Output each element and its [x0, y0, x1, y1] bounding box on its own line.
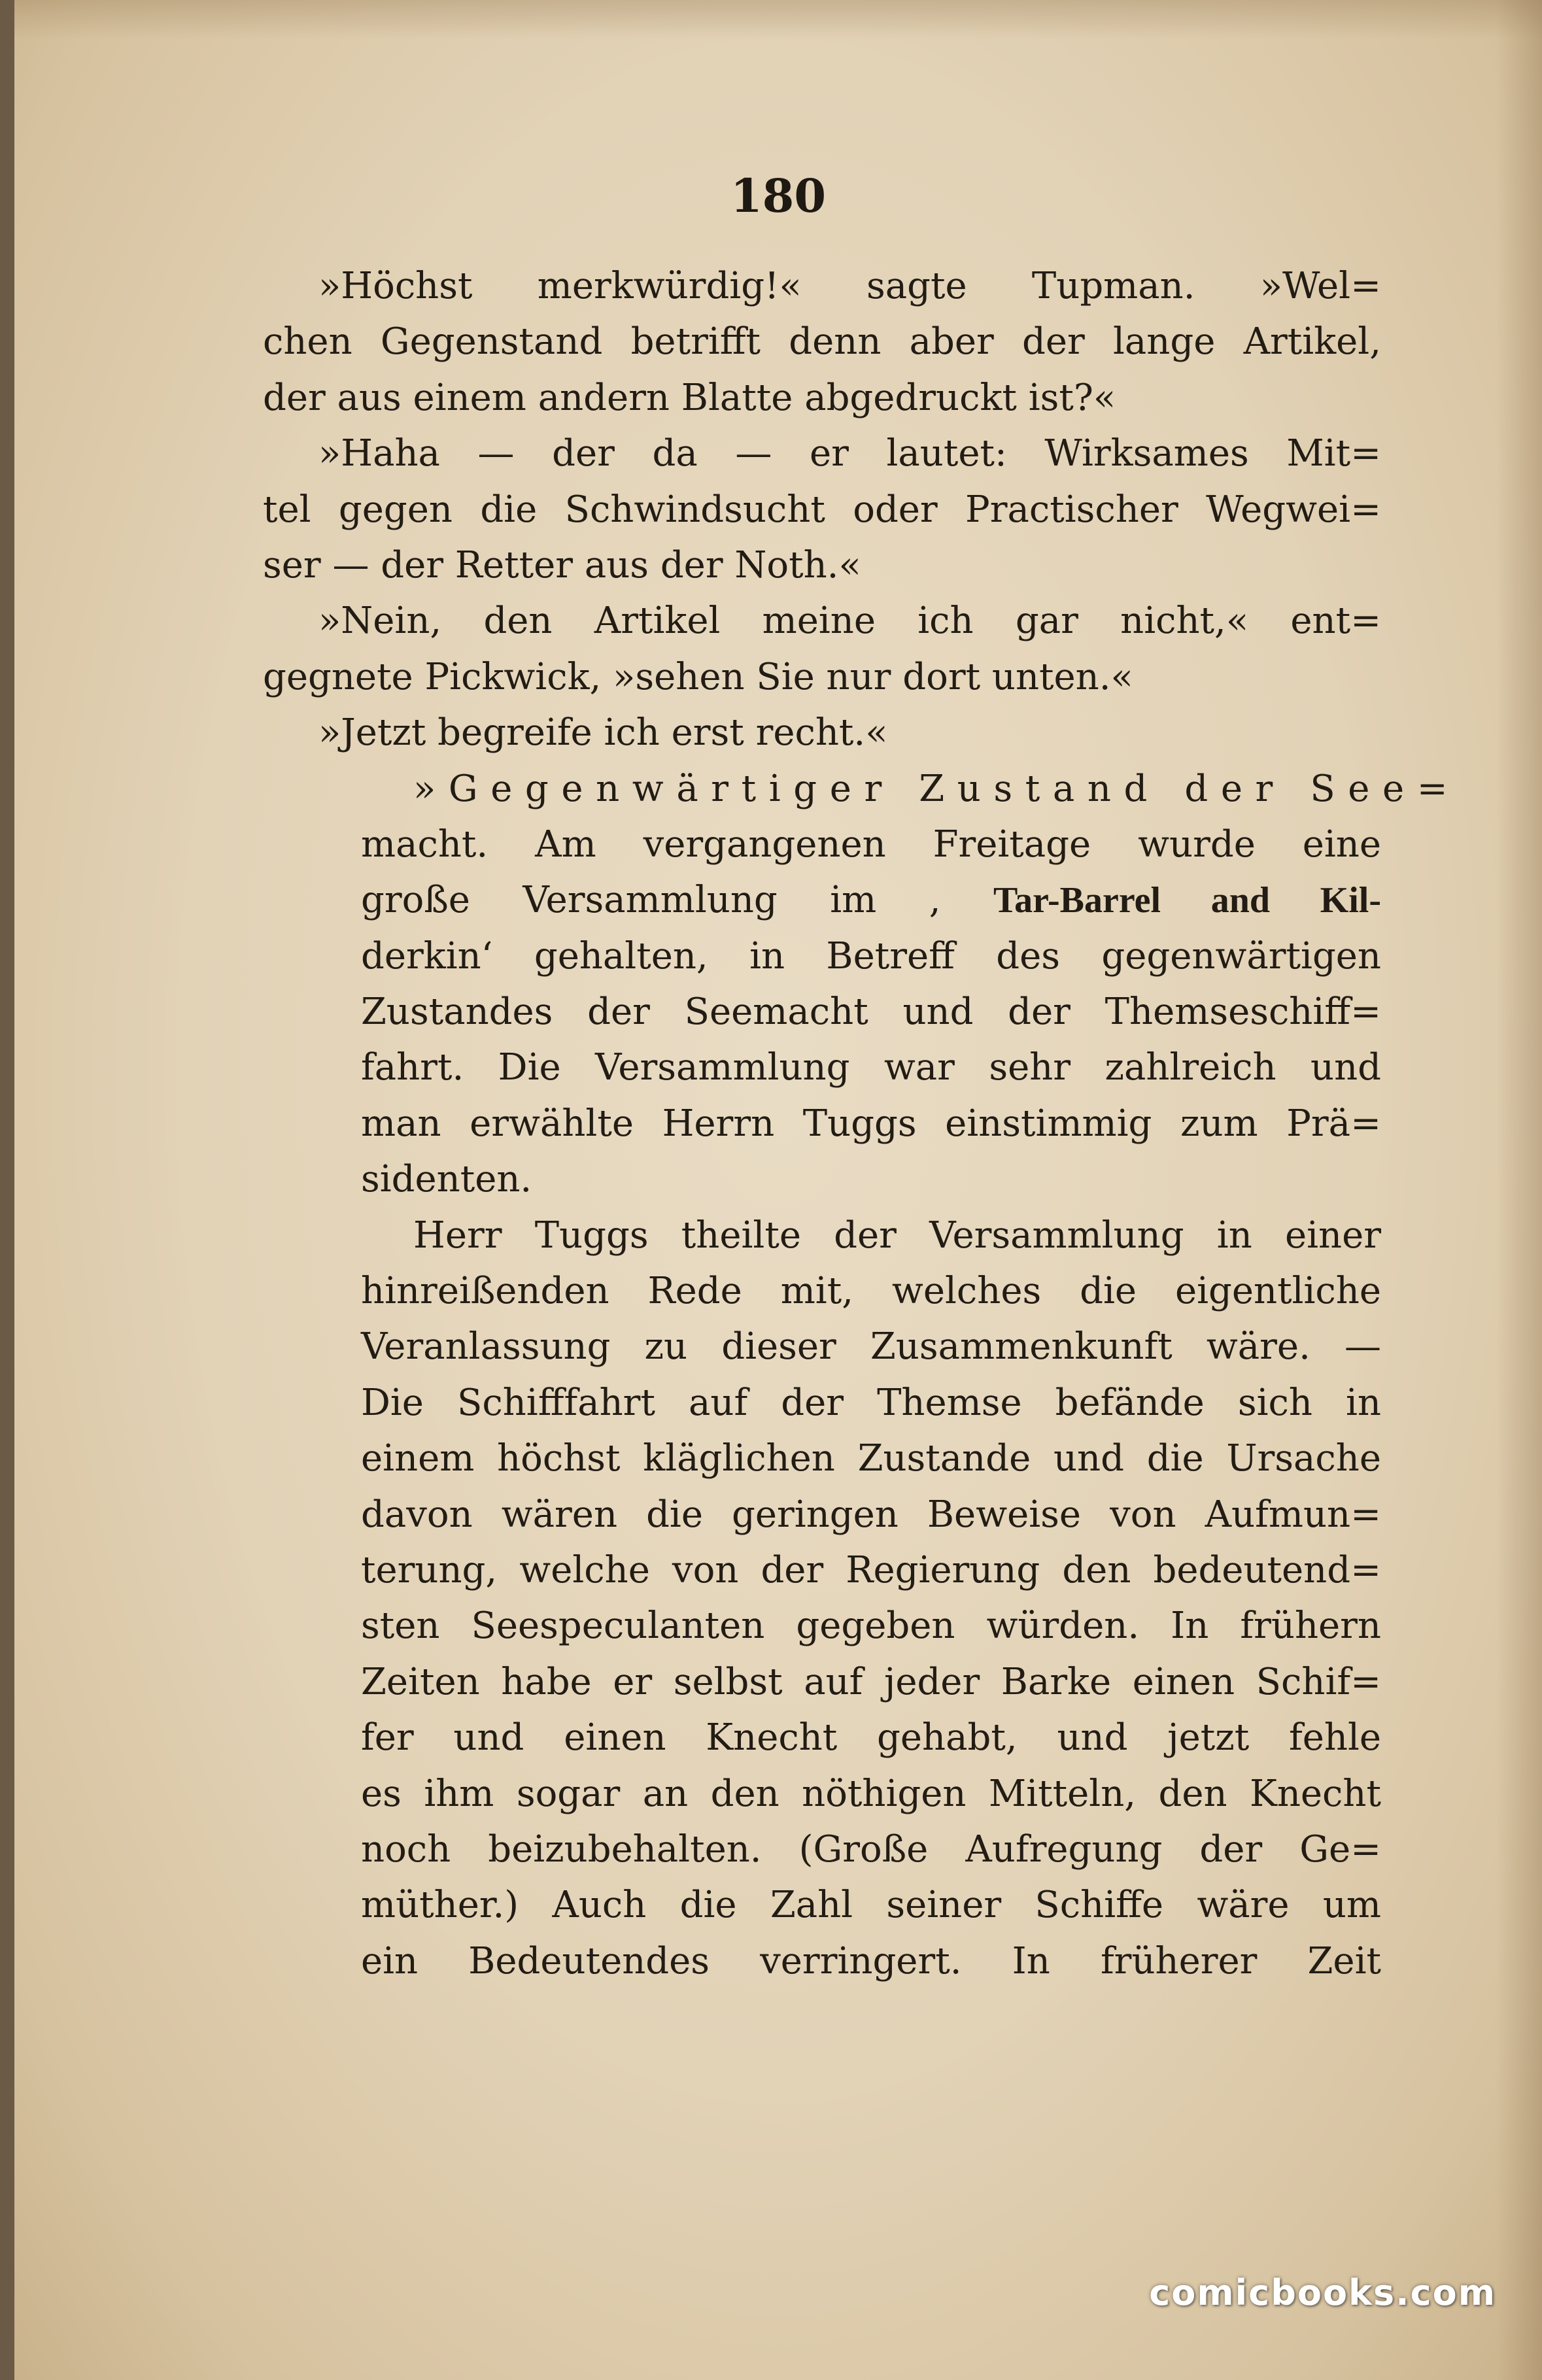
- page-edge-stain-right: [1496, 0, 1542, 2380]
- text-line: [263, 872, 1381, 928]
- text-line: macht. Am vergangenen Freitage wurde eine: [361, 823, 1381, 866]
- text-line: der aus einem andern Blatte abgedruckt ist?«: [263, 376, 1116, 419]
- text-line: chen Gegenstand betrifft denn aber der lange Artikel,: [263, 320, 1381, 364]
- page-edge-stain-top: [14, 0, 1542, 39]
- quoted-heading-text: »Gegenwärtiger Zustand der See=: [413, 767, 1461, 810]
- tavern-name: Tar-Barrel and Kil-: [993, 880, 1381, 921]
- text-line: »Nein, den Artikel meine ich gar nicht,« ent=: [318, 600, 1381, 643]
- text-line: müther.) Auch die Zahl seiner Schiffe wäre um: [361, 1884, 1381, 1927]
- text-fragment: große Versammlung im ,: [361, 879, 941, 922]
- text-line: ser — der Retter aus der Noth.«: [263, 543, 861, 586]
- text-line: sten Seespeculanten gegeben würden. In frühern: [361, 1605, 1381, 1648]
- text-line: fer und einen Knecht gehabt, und jetzt fehle: [361, 1716, 1381, 1760]
- text-line: noch beizubehalten. (Große Aufregung der Ge=: [361, 1828, 1381, 1871]
- quoted-article: [263, 761, 1461, 1990]
- text-line: »Höchst merkwürdig!« sagte Tupman. »Wel=: [318, 265, 1381, 307]
- text-line: fahrt. Die Versammlung war sehr zahlreich und: [361, 1046, 1381, 1089]
- text-line: tel gegen die Schwindsucht oder Practischer Wegwei=: [263, 488, 1381, 531]
- book-page: [14, 0, 1542, 2380]
- text-line: derkin‘ gehalten, in Betreff des gegenwärtigen: [361, 934, 1381, 978]
- text-line: Zustandes der Seemacht und der Themseschiff=: [361, 991, 1381, 1034]
- text-line: ein Bedeutendes verringert. In früherer Zeit: [361, 1939, 1381, 1982]
- text-line: davon wären die geringen Beweise von Aufmun=: [361, 1493, 1381, 1536]
- text-line: es ihm sogar an den nöthigen Mitteln, den Knecht: [361, 1772, 1381, 1815]
- text-line: Veranlassung zu dieser Zusammenkunft wäre. —: [361, 1325, 1381, 1368]
- text-line: »Haha — der da — er lautet: Wirksames Mit=: [318, 432, 1381, 475]
- quoted-heading-line: [263, 761, 1461, 817]
- text-line: sidenten.: [361, 1158, 532, 1201]
- text-line: man erwählte Herrn Tuggs einstimmig zum Prä=: [361, 1102, 1381, 1145]
- watermark-logo: comicbooks.com: [1149, 2272, 1496, 2313]
- text-line: Herr Tuggs theilte der Versammlung in einer: [413, 1214, 1381, 1257]
- text-line: einem höchst kläglichen Zustande und die Ursache: [361, 1437, 1381, 1480]
- body-text: [263, 258, 1461, 1989]
- text-line: »Jetzt begreife ich erst recht.«: [318, 711, 888, 755]
- page-number: 180: [730, 169, 827, 223]
- text-line: hinreißenden Rede mit, welches die eigentliche: [361, 1270, 1381, 1313]
- text-line: Die Schifffahrt auf der Themse befände sich in: [361, 1381, 1381, 1424]
- text-line: Zeiten habe er selbst auf jeder Barke einen Schif=: [361, 1660, 1381, 1703]
- text-line: terung, welche von der Regierung den bedeutend=: [361, 1548, 1381, 1591]
- text-line: gegnete Pickwick, »sehen Sie nur dort unten.«: [263, 655, 1133, 698]
